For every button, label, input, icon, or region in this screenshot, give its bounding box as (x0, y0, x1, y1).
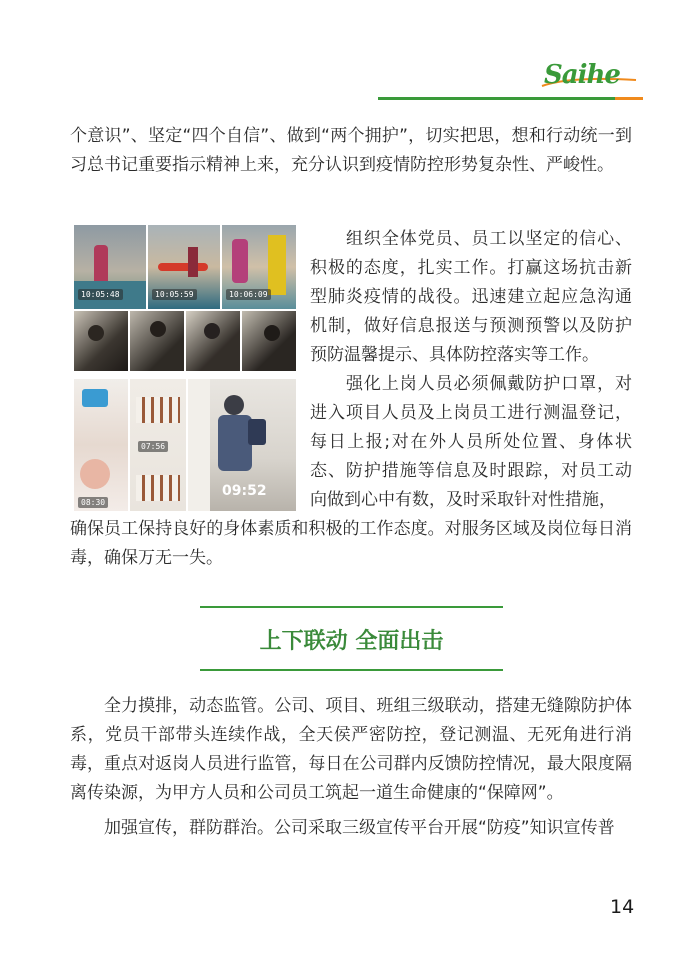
photo-playground-1 (74, 225, 146, 309)
photo-playground-3 (222, 225, 296, 309)
brand-logo (540, 62, 640, 92)
photo-temp-check-1 (74, 311, 128, 371)
paragraph-monitoring: 全力摸排，动态监管。公司、项目、班组三级联动，搭建无缝隙防护体系，党员干部带头连续作战，全天侯严密防控，登记测温、无死角进行消毒，重点对返岗人员进行监管，每日在公司群内反馈防控情况，最大限度隔离传染源，为甲方人员和公司员工筑起一道生命健康的“保障网”。 (70, 696, 632, 803)
timestamp-small: 07:56 (138, 441, 168, 452)
photo-temp-check-2 (130, 311, 184, 371)
paragraph-intro: 个意识”、坚定“四个自信”、做到“两个拥护”，切实把思，想和行动统一到习总书记重要指示精神上来，充分认识到疫情防控形势复杂性、严峻性。 (70, 126, 632, 175)
photo-collage (74, 225, 296, 511)
paragraph-strengthen: 强化上岗人员必须佩戴防护口罩，对进入项目人员及上岗员工进行测温登记，每日上报;对在外人员所处位置、身体状态、防护措施等信息及时跟踪，对员工动向做到心中有数，及时采取针对性措施， (310, 374, 632, 510)
photo-forehead-thermometer (74, 379, 128, 511)
section-title: 上下联动 全面出击 (259, 629, 444, 654)
timestamp-small-2: 08:30 (78, 497, 108, 508)
page-number: 14 (610, 896, 635, 918)
photo-temp-check-4 (242, 311, 296, 371)
timestamp-1: 10:05:48 (78, 289, 123, 300)
photo-hallway-disinfection (188, 379, 296, 511)
logo-text: Saihe (544, 60, 620, 90)
timestamp-3: 10:06:09 (226, 289, 271, 300)
paragraph-organize: 组织全体党员、员工以坚定的信心、积极的态度，扎实工作。打赢这场抗击新型肺炎疫情的战役。迅速建立起应急沟通机制，做好信息报送与预测预警以及防护预防温馨提示、具体防控落实等工作。 (310, 229, 632, 365)
section-rule-top (200, 606, 503, 608)
section-rule-bottom (200, 669, 503, 671)
timestamp-2: 10:05:59 (152, 289, 197, 300)
paragraph-ensure: 确保员工保持良好的身体素质和积极的工作态度。对服务区域及岗位每日消毒，确保万无一失。 (70, 519, 632, 568)
photo-temp-check-3 (186, 311, 240, 371)
header-rule (378, 97, 643, 100)
paragraph-publicity: 加强宣传，群防群治。公司采取三级宣传平台开展“防疫”知识宣传普 (104, 818, 615, 838)
header-rule-accent (615, 97, 643, 100)
photo-playground-2 (148, 225, 220, 309)
photo-staff-lineup (130, 379, 186, 511)
timestamp-large: 09:52 (222, 483, 267, 499)
